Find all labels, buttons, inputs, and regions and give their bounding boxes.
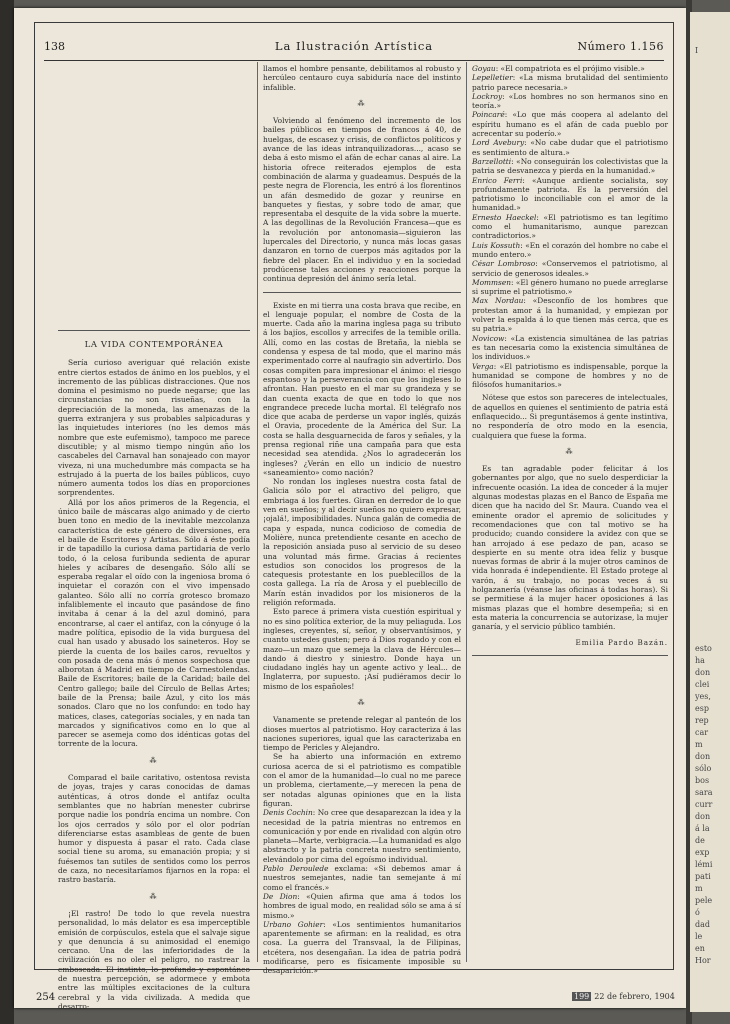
quote-text: : «Aunque ardiente socialista, soy profundamente patriota. Es la perversión del patriotismo lo inconciliable con el amor de la humanidad.» [472,175,668,213]
quote-author: César Lombroso [472,259,536,269]
page-number: 138 [44,40,65,53]
quote-author: Lepelletier [472,73,513,83]
quote-item [472,296,668,333]
desk-background [0,0,14,1024]
quote-item [472,362,668,390]
next-page-fragment: le [695,932,703,941]
section-ornament: ⁂ [149,756,159,765]
quote-item [263,892,461,920]
next-page-fragment: m [695,884,703,893]
section-ornament: ⁂ [357,699,367,707]
next-page-fragment: clei [695,680,710,689]
quote-author: De Dion [263,891,298,901]
quote-text: : «El patriotismo es tan legítimo como el humanitarismo, aunque parezcan contradictorios.» [472,212,668,241]
paragraph: No rondan los ingleses nuestra costa fatal de Galicia sólo por el atractivo del peligro, que embriaga á los fuertes. Giran en derredor de lo que ven en sueños; y al decir sueños no quiero expresar, ¡ojalá!, imposibilidades. Nunca galán de comedia de capa y espada, nunca codicioso de comedia de Molière, nunca pretendiente cesante en acecho de la reposición ansiada puso al servicio de su deseo una voluntad más firme. Gracias á recientes estudios son conocidos los progresos de la catequesis protestante en los pueblecillos de la costa gallega. La ría de Arosa y el pueblecillo de Marín están invadidos por los misioneros de la religión reformada. [263,477,461,608]
column-3 [472,64,668,960]
next-page-edge [690,12,730,1012]
section-rule [58,330,250,331]
quote-text: : «Los sentimientos humanitarios aparentemente se afirman: en la realidad, es otra cosa. La guerra del Transvaal, la de Filipinas, etcétera, nos desengañan. La idea de patria podrá modificarse, pero es físicamente imposible su desaparición.» [263,919,462,976]
column-separator [466,62,467,962]
quote-text: : «Los hombres no son hermanos sino en teoría.» [472,91,668,111]
next-page-fragment: car [695,728,709,737]
quote-text: : «No conseguirán los colectivistas que la patria se desvanezca y pierda en la humanidad.» [472,156,668,176]
archive-date: 22 de febrero, 1904 [594,992,675,1001]
section-rule [472,655,668,656]
next-page-fragment: m [695,740,703,749]
footer-archive-stamp [572,992,675,1001]
quote-item [472,176,668,213]
quote-author: Max Nordau [472,296,524,306]
paragraph: Allá por los años primeros de la Regencia, el único baile de máscaras algo animado y de cierto buen tono en medio de la inevitable mezcolanza característica de este género de diversiones, era el baile de Escritores y Artistas. Sólo á éste podía ir de tapadillo la curiosa dama partidaria de verlo todo, ó la celosa furibunda sedienta de apurar hieles y acíbares de desengaño. Sólo allí se esperaba regalar el oído con la ingeniosa broma ó inquietar el corazón con el vivo impensado galanteo. Sólo allí no corría grotesco bromazo infaliblemente el incauto que pasándose de fino invitaba á cenar á la del azul dominó, para encontrarse, al caer el antifaz, con la cónyuge ó la madre política, episodio de la vida burguesa del cual han usado y abusado los saineteros. Hoy se pierde la cuenta de los bailes caros, revueltos y con posada de cena más ó menos sospechosa que alborotan á Madrid en tiempo de Carnestolendas. Baile de Escritores; baile de la Caridad; baile del Centro gallego; baile del Círculo de Bellas Artes; baile de la Prensa; baile Azul, y cito los más sonados. Claro que no los confundo: en todo hay matices, clases, categorías sociales, y en nada tan marcados y significativos como en lo que al parecer se asemeja como dos idénticas gotas del torrente de la locura. [58,497,250,749]
next-page-fragment: don [695,752,711,761]
paragraph: Nótese que estos son pareceres de intelectuales, de aquellos en quienes el sentimiento de patria está enflaquecido... Si preguntásemos á gente instintiva, no respondería de otro modo en la esencia, cualquiera que fuese la forma. [472,393,668,440]
section-ornament: ⁂ [357,99,367,108]
header-rule [44,60,664,61]
section-rule [263,292,461,293]
quote-author: Novicow [472,333,505,343]
quote-item [263,920,461,976]
quote-author: Ernesto Haeckel [472,212,537,222]
next-page-fragment: pati [695,872,711,881]
next-page-fragment: sara [695,788,713,797]
quote-author: Poincaré [472,110,505,120]
quote-item [472,241,668,260]
quote-item [472,64,668,73]
magazine-title: La Ilustración Artística [274,39,434,53]
paragraph: Volviendo al fenómeno del incremento de los bailes públicos en tiempos de francos á 40, de huelgas, de escasez y crisis, de conflictos políticos y avance de las ideas intranquilizadoras..., acaso se deba á esto mismo el afán de echar canas al aire. La historia ofrece reiterados ejemplos de esta combinación de alarma y guadeamus. Después de la peste negra de Florencia, les entró á los florentinos un afán desmedido de gozar y reunirse en banquetes y fiestas, y sobre todo de amar, que representaba el desquite de la vida sobre la muerte. A las degollinas de la Revolución Francesa—que es la revolución por antonomasia—siguieron las lupercales del Directorio, y nunca más locas gasas danzaron en torno de cuerpos más agitados por la fiebre del placer. En el individuo y en la sociedad prodúcense tales acciones y reacciones porque la continua depresión del ánimo sería letal. [263,116,461,284]
author-signature: Emilia Pardo Bazán. [575,637,668,647]
paragraph: Sería curioso averiguar qué relación existe entre ciertos estados de ánimo en los pueblos, y el incremento de las públicas distracciones. Que nos domina el pesimismo no puede negarse; que las circunstancias no son risueñas, con la depreciación de la moneda, las amenazas de la guerra extranjera y sus probables salpicaduras y las inquietudes interiores (no les demos más nombre que este eufemismo), tampoco me parece discutible; y al mismo tiempo ningún año los cascabeles del Carnaval han sonajeado con mayor viveza, ni una muchedumbre más compacta se ha estrujado á la puerta de los bailes públicos, cuyo número aumenta todos los días en proporciones sorprendentes. [58,358,250,498]
quote-item [263,864,461,892]
quote-author: Enrico Ferri [472,175,523,185]
quote-item [472,213,668,241]
quote-text: : «La existencia simultánea de las patrias es tan necesaria como la existencia simultánea de los individuos.» [472,333,668,362]
quote-author: Lockroy [472,91,503,101]
column-1 [58,330,250,1011]
next-page-fragment: dad [695,920,711,929]
next-page-fragment: I [695,46,699,55]
paragraph: Es tan agradable poder felicitar á los gobernantes por algo, que no suelo desperdiciar la infrecuente ocasión. La idea de conceder á la mujer algunas modestas plazas en el Banco de España me dicen que ha nacido del Sr. Maura. Cuando vea el eminente orador el apremio de solicitudes y recomendaciones que con tal motivo se ha producido; cuando considere la avidez con que se han arrojado á ese pedazo de pan, acaso se despierte en su mente otra idea feliz y busque nuevas formas de abrir á la mujer otros caminos de vida honrada é independiente. El Estado protege al varón, á su trabajo, no pocas veces á su holgazanería (véanse las oficinas á todas horas). Si se permitiese á la mujer hacer oposiciones á las mismas plazas que el hombre desempeña; si en esta materia la concurrencia se autorizase, la mujer ganaría, y el servicio público también. [472,464,668,632]
quote-author: Urbano Gohier [263,919,324,929]
footer-page-number: 254 [36,992,56,1003]
next-page-fragment: rep [695,716,709,725]
next-page-fragment: curr [695,800,713,809]
quote-item [472,259,668,278]
quote-item [472,138,668,157]
quote-text: : «Lo que más coopera al adelanto del espíritu humano es el afán de cada pueblo por acrecentar su poderío.» [472,110,668,139]
issue-number: Número 1.156 [577,40,664,53]
quote-author: Lord Avebury [472,138,525,148]
paragraph: llamos el hombre pensante, debilitamos al robusto y hercúleo centauro cuya sabiduría nace del instinto infalible. [263,64,461,92]
paragraph: Existe en mi tierra una costa brava que recibe, en el lenguaje popular, el nombre de Costa de la muerte. Cada año la marina inglesa paga su tributo á los bajíos, escollos y arrecifes de la temible orilla. Allí, como en las costas de Bretaña, la niebla se condensa y espesa de tal modo, que el marino más experimentado corre al naufragio sin advertirlo. Dos cosas compiten para impresionar el ánimo: el riesgo espantoso y la perseverancia con que los ingleses lo afrontan. Han puesto en el mar su grandeza y se dan cuenta exacta de que en todo lo que nos engrandece precede lucha mortal. El telégrafo nos dice que acaba de perderse un vapor inglés, quizás el Oravia, procedente de la América del Sur. La costa se halla desguarnecida de faros y señales, y la prensa regional riñe una campaña para que esta necesidad sea atendida. ¿Nos lo agradecerán los ingleses? ¿Verán en ello un indicio de nuestro «saneamiento» como nación? [263,300,461,477]
quote-text: : «En el corazón del hombre no cabe el mundo entero.» [472,240,668,259]
next-page-fragment: ó [695,908,700,917]
next-page-fragment: exp [695,848,710,857]
quote-text: : «El patriotismo es indispensable, porque la humanidad se compone de hombres y no de filósofos humanitarios.» [472,361,668,390]
paragraph: Vanamente se pretende relegar al panteón de los dioses muertos al patriotismo. Hoy caracteriza á las naciones superiores, igual que las caracterizaba en tiempo de Pericles y Alejandro. [263,715,461,753]
quote-author: Pablo Deroulede [263,864,329,874]
quote-item [472,157,668,176]
archive-badge: 199 [574,992,590,1001]
quote-author: Luis Kossuth [472,240,521,250]
quote-author: Mommsen [472,277,511,287]
next-page-fragment: en [695,944,705,953]
quote-text: : «No cabe dudar que el patriotismo es sentimiento de altura.» [472,138,668,157]
next-page-fragment: esp [695,704,709,713]
quote-item [472,73,668,92]
quote-text: : «Desconfío de los hombres que protestan amor á la humanidad, y empiezan por volver la espalda á lo que tienen más cerca, que es su patria.» [472,296,668,334]
section-ornament: ⁂ [149,892,159,901]
quote-item [263,808,461,864]
next-page-fragment: pele [695,896,713,905]
section-title: LA VIDA CONTEMPORÁNEA [84,340,224,350]
column-2 [263,64,462,976]
quote-author: Barzellotti [472,156,512,166]
next-page-fragment: sólo [695,764,712,773]
next-page-fragment: bos [695,776,710,785]
paragraph: Comparad el baile caritativo, ostentosa revista de joyas, trajes y caras conocidas de damas auténticas, á otros donde el antifaz oculta semblantes que no habrían menester cubrirse porque nadie los pondría encima un nombre. Con los ojos cerrados y sólo por el olor podrían diferenciarse estas asambleas de gente de buen humor y dispuesta á pasar el rato. Cada clase social tiene su aroma, su emanación propia; y si fuésemos tan sutiles de sentidos como los perros de caza, no necesitaríamos fijarnos en la ropa: el rastro bastaría. [58,773,250,885]
page-header [44,36,664,58]
next-page-fragment: ha [695,656,705,665]
quote-text: : «El compatriota es el prójimo visible.» [495,64,645,73]
next-page-fragment: lémi [695,860,713,869]
quote-text: : «Quien afirma que ama á todos los hombres de igual modo, en realidad sólo se ama á sí mismo.» [263,891,461,920]
quote-item [472,334,668,362]
column-separator [257,62,258,962]
quote-text: : «La misma brutalidad del sentimiento patrio parece necesaria.» [472,73,668,92]
quote-item [472,110,668,138]
quote-author: Verga [472,361,494,371]
quote-item [472,278,668,297]
quote-item [472,92,668,111]
quote-author: Denis Cochin [263,808,313,818]
quote-author: Goyau [472,64,496,73]
next-page-fragment: de [695,836,705,845]
next-page-fragment: don [695,812,711,821]
next-page-fragment: Hor [695,956,711,965]
quote-text: : No cree que desaparezcan la idea y la necesidad de la patria mientras no entremos en comunicación y por ende en rivalidad con algún otro planeta—Marte, verbigracia.—La humanidad es algo abstracto y la patria concreta nuestro sentimiento, elevándolo por cima del egoísmo individual. [263,808,461,864]
quote-text: : «Conservemos el patriotismo, al servicio de generosos ideales.» [472,259,668,278]
next-page-fragment: á la [695,824,710,833]
quote-text: : «El género humano no puede arreglarse si suprime el patriotismo.» [472,277,668,297]
next-page-fragment: yes, [695,692,711,701]
next-page-fragment: don [695,668,711,677]
paragraph: ¡El rastro! De todo lo que revela nuestra personalidad, lo más delator es esa imperceptible emisión de corpúsculos, estela que el salvaje sigue y que denuncia á su animosidad el enemigo cercano. Una de las inferioridades de la civilización es no oler el peligro, no rastrear la emboscada. El instinto, lo profundo y espontáneo de nuestra percepción, se adormece y embota entre las múltiples excitaciones de la cultura cerebral y la vida civilizada. A medida que desarro- [58,908,250,1011]
paragraph: Se ha abierto una información en extremo curiosa acerca de si el patriotismo es compatible con el amor de la humanidad—lo cual no me parece un problema, ciertamente,—y merecen la pena de ser notadas algunas opiniones que en la lista figuran. [263,752,461,808]
section-ornament: ⁂ [565,447,575,456]
next-page-fragment: esto [695,644,712,653]
quote-text: exclama: «Si debemos amar á nuestros semejantes, nadie tan semejante á mí como el francés.» [263,864,461,892]
paragraph: Esto parece á primera vista cuestión espiritual y no es sino política exterior, de la muy peliaguda. Los ingleses, creyentes, sí, señor, y observantísimos, y cuanto ustedes gusten; pero á Dios rogando y con el mazo—un mazo que semeja la clava de Hércules—dando á diestro y siniestro. Donde haya un ciudadano inglés hay un agente activo y leal... de Inglaterra, por supuesto. ¡Así pudiéramos decir lo mismo de los españoles! [263,607,461,691]
